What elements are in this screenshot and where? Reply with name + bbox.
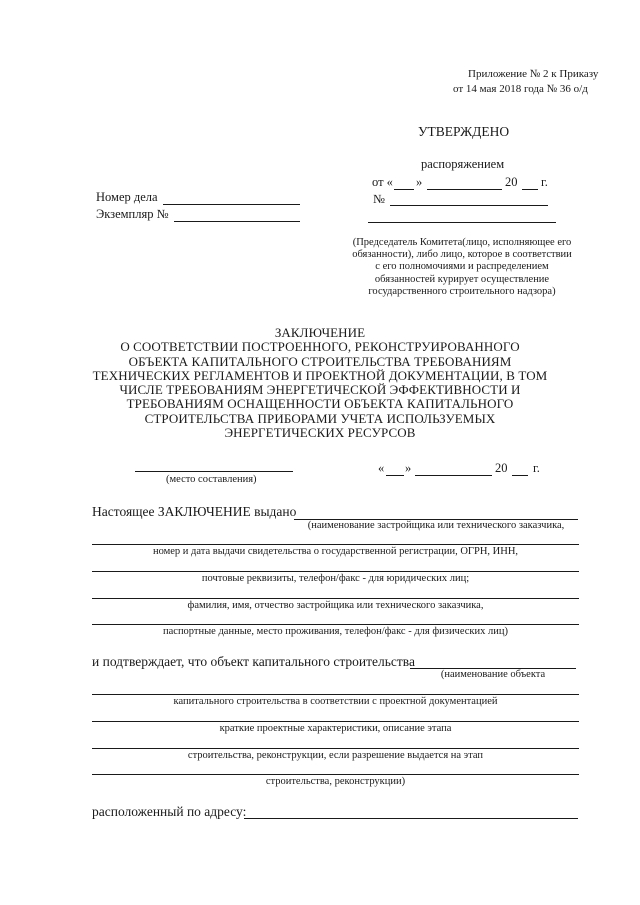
object-field[interactable]: [92, 694, 579, 695]
issued-to-field[interactable]: [92, 544, 579, 545]
conclusion-day-field[interactable]: [386, 475, 404, 476]
signatory-line: (Председатель Комитета(лицо, исполняющее его: [352, 237, 572, 248]
confirms-label: и подтверждает, что объект капитального строительства: [92, 654, 415, 669]
case-number-label: Номер дела: [96, 190, 158, 204]
object-caption: краткие проектные характеристики, описание этапа: [219, 723, 452, 734]
copy-number-label: Экземпляр №: [96, 207, 169, 221]
issued-to-field[interactable]: [92, 624, 579, 625]
approval-month-field[interactable]: [427, 189, 502, 190]
signatory-line: с его полномочиями и распределением: [375, 261, 549, 273]
object-field[interactable]: [92, 748, 579, 749]
approval-year-field[interactable]: [522, 189, 538, 190]
approval-date-prefix: от «: [372, 175, 393, 189]
title-line: ТЕХНИЧЕСКИХ РЕГЛАМЕНТОВ И ПРОЕКТНОЙ ДОКУМЕНТАЦИИ, В ТОМ: [92, 367, 548, 383]
signatory-line: обязанностей курирует осуществление: [374, 273, 550, 285]
issued-to-field[interactable]: [92, 598, 579, 599]
object-field[interactable]: [92, 721, 579, 722]
address-label: расположенный по адресу:: [92, 804, 247, 819]
signatory-field[interactable]: [368, 222, 556, 223]
conclusion-date-suffix: г.: [533, 461, 540, 475]
address-field[interactable]: [244, 818, 578, 819]
object-caption: строительства, реконструкции): [265, 776, 406, 787]
approval-number-label: №: [373, 192, 385, 206]
copy-number-field[interactable]: [174, 221, 300, 222]
issued-caption: (наименование застройщика или технического заказчика,: [307, 520, 565, 531]
issued-caption: фамилия, имя, отчество застройщика или технического заказчика,: [187, 600, 484, 611]
place-caption: (место составления): [166, 474, 257, 485]
approval-date-year: 20: [505, 175, 518, 189]
conclusion-date-mid: »: [405, 461, 412, 475]
object-caption: капитального строительства в соответствии с проектной документацией: [173, 696, 498, 707]
approved-heading: УТВЕРЖДЕНО: [418, 124, 510, 139]
conclusion-date-prefix: «: [378, 461, 385, 475]
approval-day-field[interactable]: [394, 189, 414, 190]
issued-to-field[interactable]: [92, 571, 579, 572]
approval-date-suffix: г.: [541, 175, 548, 189]
issued-caption: почтовые реквизиты, телефон/факс - для юридических лиц;: [201, 573, 470, 584]
appendix-line-2: от 14 мая 2018 года № 36 о/д: [453, 83, 588, 95]
issued-label: Настоящее ЗАКЛЮЧЕНИЕ выдано: [92, 504, 297, 519]
title-line: СТРОИТЕЛЬСТВА ПРИБОРАМИ УЧЕТА ИСПОЛЬЗУЕМЫХ: [144, 410, 496, 426]
issued-caption: паспортные данные, место проживания, телефон/факс - для физических лиц): [163, 626, 508, 637]
title-line: ТРЕБОВАНИЯМ ОСНАЩЕННОСТИ ОБЪЕКТА КАПИТАЛЬНОГО: [126, 396, 514, 412]
title-line: ЗАКЛЮЧЕНИЕ: [274, 325, 366, 340]
conclusion-month-field[interactable]: [415, 475, 492, 476]
signatory-line: государственного строительного надзора): [368, 285, 556, 297]
conclusion-year-field[interactable]: [512, 475, 528, 476]
by-order-label: распоряжением: [421, 157, 505, 171]
signatory-line: обязанности), либо лицо, которое в соответствии: [352, 249, 572, 261]
conclusion-date-year: 20: [495, 461, 508, 475]
object-caption: (наименование объекта: [440, 669, 546, 680]
issued-caption: номер и дата выдачи свидетельства о государственной регистрации, ОГРН, ИНН,: [152, 546, 519, 557]
title-line: ОБЪЕКТА КАПИТАЛЬНОГО СТРОИТЕЛЬСТВА ТРЕБОВАНИЯМ: [128, 353, 512, 369]
title-line: О СООТВЕТСТВИИ ПОСТРОЕННОГО, РЕКОНСТРУИРОВАННОГО: [120, 339, 520, 355]
object-caption: строительства, реконструкции, если разрешение выдается на этап: [187, 750, 484, 761]
document-title: [90, 326, 550, 440]
title-line: ЭНЕРГЕТИЧЕСКИХ РЕСУРСОВ: [224, 425, 416, 441]
signatory-description: [340, 237, 584, 298]
place-field[interactable]: [135, 471, 293, 472]
approval-date-mid: »: [416, 175, 423, 189]
title-line: ЧИСЛЕ ТРЕБОВАНИЯМ ЭНЕРГЕТИЧЕСКОЙ ЭФФЕКТИВНОСТИ И: [119, 382, 521, 398]
case-number-field[interactable]: [163, 204, 300, 205]
object-field[interactable]: [92, 774, 579, 775]
approval-number-field[interactable]: [390, 205, 548, 206]
appendix-line-1: Приложение № 2 к Приказу: [468, 68, 599, 80]
